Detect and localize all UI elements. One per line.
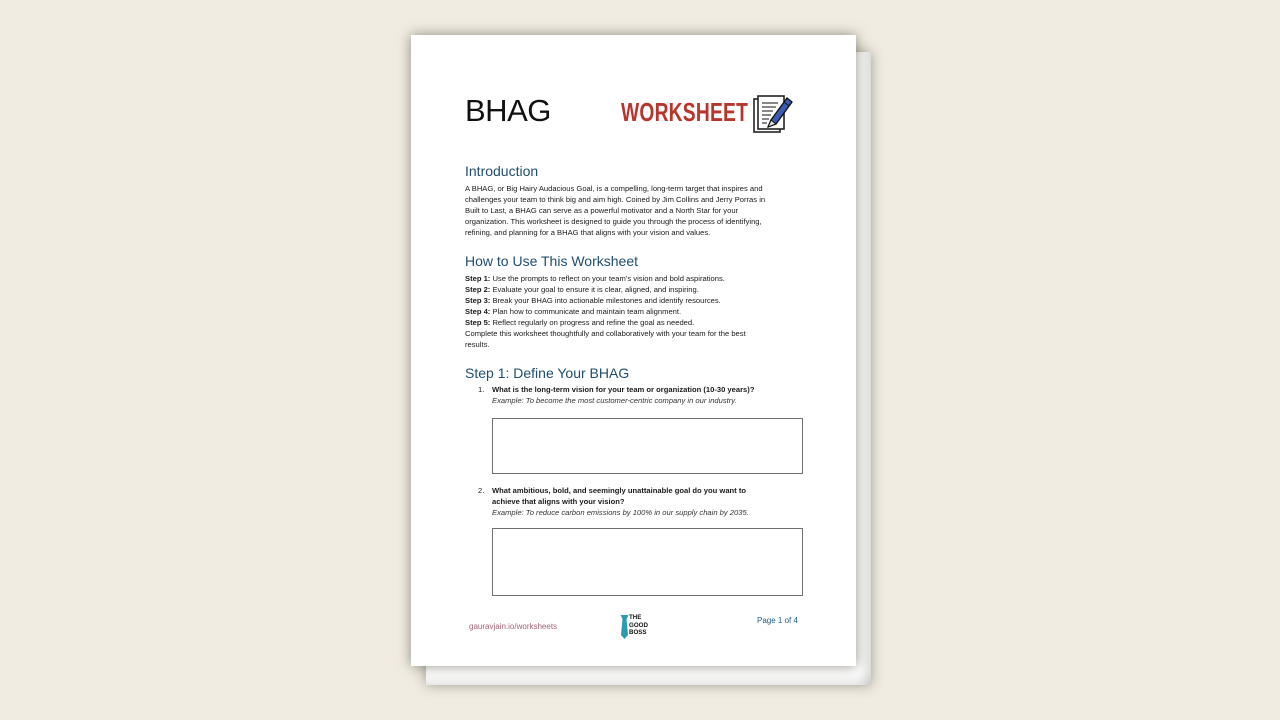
step-label: Step 4: <box>465 307 491 316</box>
how-to-use-heading: How to Use This Worksheet <box>465 253 638 269</box>
step1-heading: Step 1: Define Your BHAG <box>465 365 630 381</box>
step-label: Step 5: <box>465 318 491 327</box>
step-label: Step 3: <box>465 296 491 305</box>
logo-line: THE <box>629 614 642 621</box>
introduction-body <box>465 183 805 238</box>
step-item <box>465 284 805 295</box>
question-text: What ambitious, bold, and seemingly unattainable goal do you want to <box>492 486 746 495</box>
intro-line: challenges your team to think big and aim high. Coined by Jim Collins and Jerry Porras in <box>465 195 766 204</box>
step-item <box>465 273 805 284</box>
step-text: Use the prompts to reflect on your team’s vision and bold aspirations. <box>490 274 725 283</box>
step-item <box>465 306 805 317</box>
step-label: Step 1: <box>465 274 491 283</box>
page-title: BHAG <box>465 93 551 128</box>
step-text: Plan how to communicate and maintain team alignment. <box>490 307 682 316</box>
step-text: Reflect regularly on progress and refine the goal as needed. <box>490 318 695 327</box>
page-number: Page 1 of 4 <box>757 616 798 625</box>
intro-line: A BHAG, or Big Hairy Audacious Goal, is a compelling, long-term target that inspires and <box>465 184 763 193</box>
introduction-heading: Introduction <box>465 163 539 179</box>
question-2 <box>478 485 808 518</box>
question-text: achieve that aligns with your vision? <box>492 497 625 506</box>
the-good-boss-logo <box>620 614 660 640</box>
answer-box-1[interactable] <box>492 418 803 474</box>
question-example: Example: To reduce carbon emissions by 100% in our supply chain by 2035. <box>492 508 749 517</box>
question-number: 1. <box>478 385 485 394</box>
step-text: Evaluate your goal to ensure it is clear, aligned, and inspiring. <box>490 285 699 294</box>
intro-line: Built to Last, a BHAG can serve as a powerful motivator and a North Star for your <box>465 206 739 215</box>
step-text: Break your BHAG into actionable milestones and identify resources. <box>490 296 721 305</box>
closing-line: Complete this worksheet thoughtfully and collaboratively with your team for the best <box>465 329 746 338</box>
how-to-use-steps <box>465 273 805 350</box>
document-pen-icon <box>751 93 795 135</box>
question-number: 2. <box>478 486 485 495</box>
step-item <box>465 317 805 328</box>
worksheet-page <box>411 35 856 666</box>
worksheet-badge-text: WORKSHEET <box>621 97 749 127</box>
footer-website-link[interactable]: gauravjain.io/worksheets <box>469 622 558 631</box>
tie-icon <box>620 615 629 639</box>
logo-line: GOOD <box>629 621 648 629</box>
step-item <box>465 295 805 306</box>
intro-line: refining, and planning for a BHAG that aligns with your vision and values. <box>465 228 711 237</box>
intro-line: organization. This worksheet is designed to guide you through the process of identifying, <box>465 217 762 226</box>
closing-line: results. <box>465 340 490 349</box>
question-1 <box>478 384 808 406</box>
question-example: Example: To become the most customer-centric company in our industry. <box>492 396 737 405</box>
answer-box-2[interactable] <box>492 528 803 596</box>
step-label: Step 2: <box>465 285 491 294</box>
logo-text <box>629 614 648 637</box>
question-text: What is the long-term vision for your team or organization (10-30 years)? <box>492 385 755 394</box>
logo-line: BOSS <box>629 629 647 637</box>
